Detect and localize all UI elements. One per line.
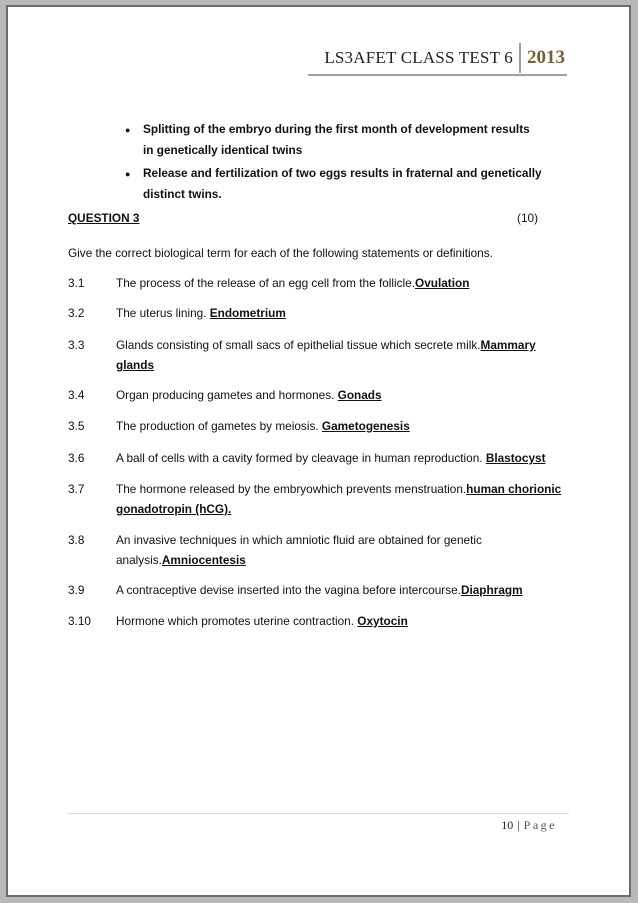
page-footer <box>501 818 557 833</box>
item-number: 3.3 <box>68 338 85 352</box>
item-answer: Blastocyst <box>485 451 546 465</box>
bullet-list <box>123 119 543 207</box>
question-item <box>68 580 570 600</box>
item-answer: Endometrium <box>209 306 286 320</box>
item-body <box>116 611 570 631</box>
question-item <box>68 448 570 468</box>
item-text: A ball of cells with a cavity formed by cleavage in human reproduction. <box>116 451 486 465</box>
item-text: Hormone which promotes uterine contraction. <box>116 614 358 628</box>
item-text: Organ producing gametes and hormones. <box>116 388 338 402</box>
bullet-item <box>123 163 543 205</box>
item-text: The production of gametes by meiosis. <box>116 419 322 433</box>
bullet-item <box>123 119 543 161</box>
question-item <box>68 303 570 323</box>
item-body <box>116 416 570 436</box>
question-heading: QUESTION 3 <box>68 211 140 225</box>
bullet-text: Release and fertilization of two eggs results in fraternal and genetically distinct twins. <box>143 166 542 201</box>
item-answer: Diaphragm <box>460 583 523 597</box>
item-answer: human chorionic gonadotropin (hCG). <box>116 482 562 516</box>
item-number: 3.9 <box>68 583 85 597</box>
question-header <box>68 210 570 226</box>
header-title: LS3AFET CLASS TEST 6 <box>324 48 513 67</box>
question-item <box>68 335 570 375</box>
item-text: The process of the release of an egg cell from the follicle. <box>116 276 416 290</box>
item-text: The hormone released by the embryowhich prevents menstruation. <box>116 482 467 496</box>
item-body <box>116 335 570 375</box>
item-number: 3.8 <box>68 533 85 547</box>
page-label: Page <box>523 818 557 832</box>
item-text: A contraceptive devise inserted into the vagina before intercourse. <box>116 583 461 597</box>
page-header <box>324 43 565 73</box>
item-answer: Gonads <box>337 388 382 402</box>
item-answer: Oxytocin <box>357 614 408 628</box>
item-number: 3.5 <box>68 419 85 433</box>
bullet-text: Splitting of the embryo during the first month of development results in genetically identical twins <box>143 122 530 157</box>
item-answer: Mammary glands <box>116 338 536 372</box>
question-item <box>68 273 570 293</box>
item-text: The uterus lining. <box>116 306 210 320</box>
item-body <box>116 303 570 323</box>
item-body <box>116 479 570 519</box>
header-year: 2013 <box>519 43 565 73</box>
item-number: 3.2 <box>68 306 85 320</box>
item-answer: Ovulation <box>415 276 470 290</box>
item-body <box>116 273 570 293</box>
page-number: 10 <box>501 818 514 832</box>
question-item <box>68 416 570 436</box>
item-answer: Gametogenesis <box>321 419 410 433</box>
item-text: Glands consisting of small sacs of epithelial tissue which secrete milk. <box>116 338 481 352</box>
item-answer: Amniocentesis <box>161 553 246 567</box>
item-number: 3.7 <box>68 482 85 496</box>
item-body <box>116 385 570 405</box>
item-number: 3.6 <box>68 451 85 465</box>
question-intro: Give the correct biological term for each of the following statements or definitions. <box>68 246 493 260</box>
item-body <box>116 530 570 570</box>
item-body <box>116 448 570 468</box>
question-item <box>68 530 570 570</box>
question-item <box>68 479 570 519</box>
question-item <box>68 385 570 405</box>
item-number: 3.10 <box>68 614 91 628</box>
footer-separator: | <box>517 818 520 832</box>
item-body <box>116 580 570 600</box>
question-item <box>68 611 570 631</box>
header-divider <box>308 74 567 76</box>
question-marks: (10) <box>517 211 538 225</box>
item-number: 3.1 <box>68 276 85 290</box>
document-page <box>6 5 631 897</box>
item-number: 3.4 <box>68 388 85 402</box>
bullet-icon: ● <box>125 169 131 179</box>
bullet-icon: ● <box>125 125 131 135</box>
item-text: An invasive techniques in which amniotic fluid are obtained for genetic analysis. <box>116 533 482 567</box>
footer-divider <box>68 813 569 814</box>
